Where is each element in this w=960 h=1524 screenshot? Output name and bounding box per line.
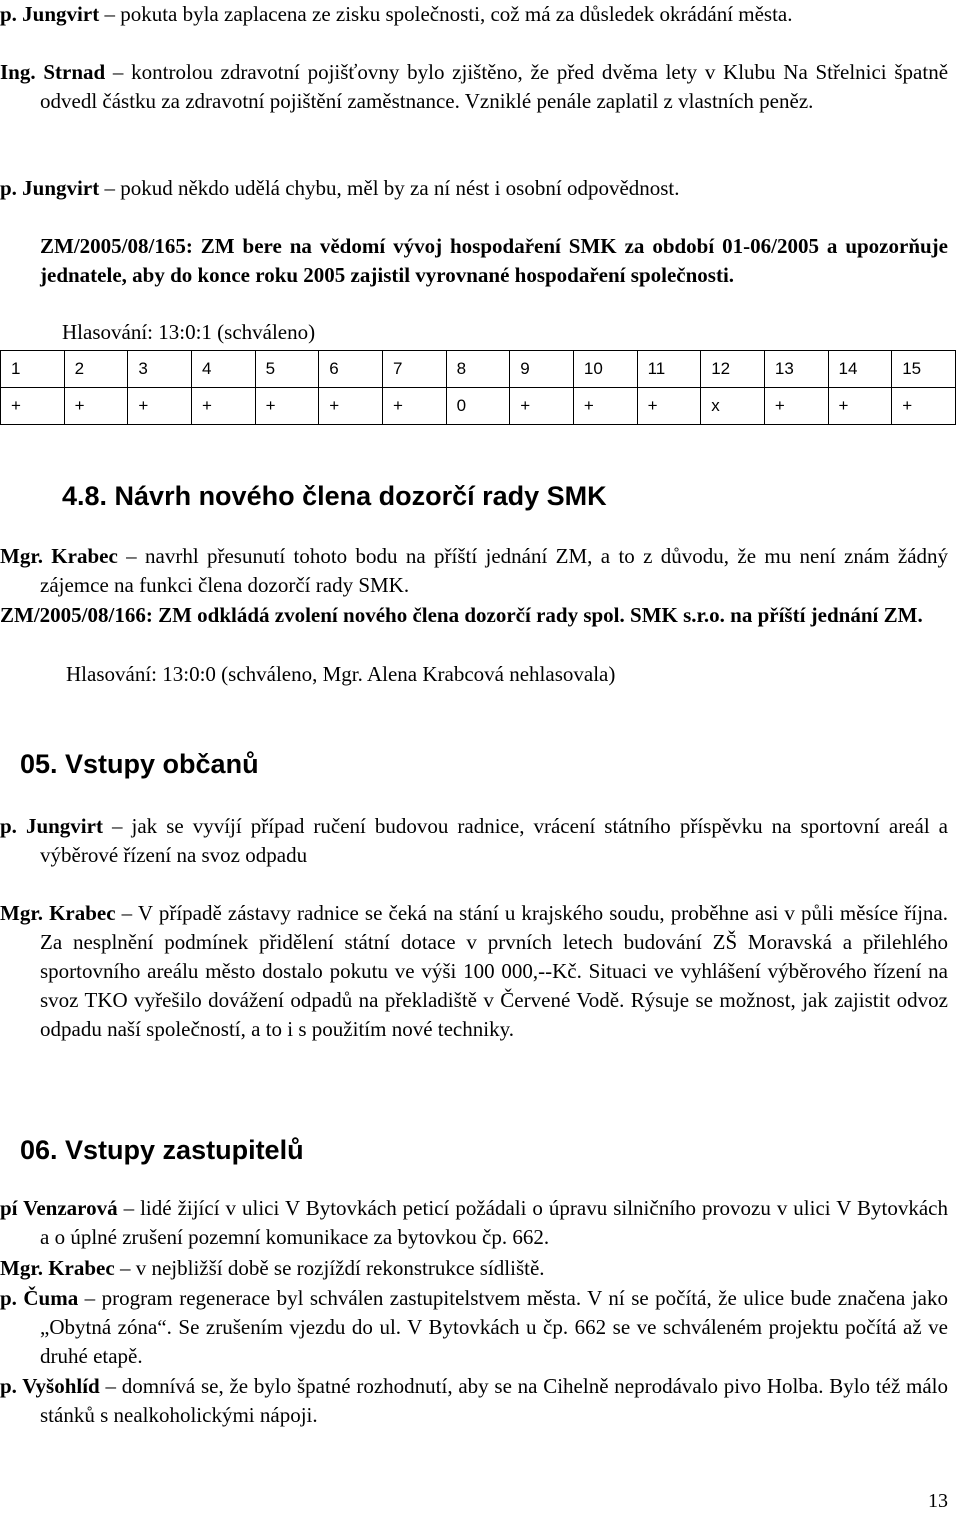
table-cell: 1: [1, 351, 65, 388]
speaker-name: pí Venzarová: [0, 1196, 118, 1220]
dash: –: [117, 544, 145, 568]
speaker-name: Ing. Strnad: [0, 60, 106, 84]
paragraph-krabec-3: [0, 1254, 948, 1283]
table-cell: 13: [764, 351, 828, 388]
paragraph-text: V případě zástavy radnice se čeká na stání u krajského soudu, proběhne asi v půli měsíce října. Za nesplnění podmínek přidělení státní dotace v prvních letech budování ZŠ Moravská a přilehlého sportovního areálu město dostalo pokutu ve výši 100 000,--Kč. Situaci ve vyhlášení výběrového řízení na svoz TKO vyřešilo dovážení odpadů na překladiště v Červené Vodě. Rýsuje se možnost, jak zajistit odvoz odpadu naší společností, a to i s použitím nové techniky.: [40, 901, 948, 1041]
dash: –: [115, 901, 138, 925]
paragraph-text: lidé žijící v ulici V Bytovkách peticí požádali o úpravu silničního provozu v ulici V Bytovkách a o úplné zrušení pozemní komunikace za bytovkou čp. 662.: [40, 1196, 948, 1249]
paragraph-text: jak se vyvíjí případ ručení budovou radnice, vrácení státního příspěvku na sportovní areál a výběrové řízení na svoz odpadu: [40, 814, 949, 867]
paragraph-strnad: [0, 58, 948, 116]
table-cell: +: [764, 388, 828, 425]
paragraph-vysohlid: [0, 1372, 948, 1430]
vote-table-votes-row: [1, 388, 956, 425]
table-cell: +: [892, 388, 956, 425]
table-cell: +: [255, 388, 319, 425]
dash: –: [105, 60, 132, 84]
paragraph-text: pokud někdo udělá chybu, měl by za ní nést i osobní odpovědnost.: [120, 176, 680, 200]
table-cell: 8: [446, 351, 510, 388]
dash: –: [99, 1374, 122, 1398]
table-cell: +: [828, 388, 892, 425]
table-cell: 11: [637, 351, 701, 388]
table-cell: 3: [128, 351, 192, 388]
resolution-165: ZM/2005/08/165: ZM bere na vědomí vývoj hospodaření SMK za období 01-06/2005 a upozorňuje jednatele, aby do konce roku 2005 zajistil vyrovnané hospodaření společnosti.: [40, 234, 948, 287]
paragraph-text: pokuta byla zaplacena ze zisku společnosti, což má za důsledek okrádání města.: [120, 2, 793, 26]
table-cell: 0: [446, 388, 510, 425]
paragraph-venzarova: [0, 1194, 948, 1252]
table-cell: 5: [255, 351, 319, 388]
page-number: 13: [928, 1490, 948, 1512]
dash: –: [99, 176, 121, 200]
dash: –: [102, 814, 132, 838]
dash: –: [99, 2, 121, 26]
resolution-166: ZM/2005/08/166: ZM odkládá zvolení nového člena dozorčí rady spol. SMK s.r.o. na příští jednání ZM.: [0, 603, 923, 627]
table-cell: +: [637, 388, 701, 425]
paragraph-cuma: [0, 1284, 948, 1371]
paragraph-text: v nejbližší době se rozjíždí rekonstrukce sídliště.: [135, 1256, 545, 1280]
table-cell: +: [64, 388, 128, 425]
table-cell: +: [191, 388, 255, 425]
table-cell: 12: [701, 351, 765, 388]
speaker-name: p. Jungvirt: [0, 814, 103, 838]
table-cell: 14: [828, 351, 892, 388]
table-cell: 7: [382, 351, 446, 388]
section-heading-05: 05. Vstupy občanů: [20, 749, 259, 779]
table-cell: +: [510, 388, 574, 425]
dash: –: [117, 1196, 141, 1220]
table-cell: 10: [573, 351, 637, 388]
dash: –: [78, 1286, 102, 1310]
paragraph-text: program regenerace byl schválen zastupitelstvem města. V ní se počítá, že ulice bude značena jako „Obytná zóna“. Se zrušením vjezdu do ul. V Bytovkách u čp. 662 se ve schváleném projektu počítá až ve druhé etapě.: [40, 1286, 948, 1368]
table-cell: x: [701, 388, 765, 425]
paragraph-krabec-1: [0, 542, 948, 600]
table-cell: 15: [892, 351, 956, 388]
table-cell: +: [128, 388, 192, 425]
section-heading-06: 06. Vstupy zastupitelů: [20, 1135, 304, 1165]
table-cell: 4: [191, 351, 255, 388]
paragraph-jungvirt-3: [0, 812, 948, 870]
vote-table-numbers-row: [1, 351, 956, 388]
table-cell: +: [573, 388, 637, 425]
speaker-name: Mgr. Krabec: [0, 544, 118, 568]
paragraph-jungvirt-1: [0, 0, 948, 29]
section-heading-4-8: 4.8. Návrh nového člena dozorčí rady SMK: [62, 481, 607, 511]
table-cell: +: [1, 388, 65, 425]
speaker-name: p. Čuma: [0, 1286, 79, 1310]
paragraph-text: navrhl přesunutí tohoto bodu na příští jednání ZM, a to z důvodu, že mu není znám žádný zájemce na funkci člena dozorčí rady SMK.: [40, 544, 949, 597]
table-cell: 2: [64, 351, 128, 388]
table-cell: 6: [319, 351, 383, 388]
dash: –: [114, 1256, 136, 1280]
vote-table: [0, 350, 956, 425]
speaker-name: p. Jungvirt: [0, 176, 100, 200]
paragraph-krabec-2: [0, 899, 948, 1044]
paragraph-text: domnívá se, že bylo špatné rozhodnutí, aby se na Cihelně neprodávalo pivo Holba. Bylo též málo stánků s nealkoholickými nápoji.: [40, 1374, 949, 1427]
vote-result-165: Hlasování: 13:0:1 (schváleno): [62, 320, 316, 344]
table-cell: +: [319, 388, 383, 425]
speaker-name: p. Vyšohlíd: [0, 1374, 100, 1398]
speaker-name: Mgr. Krabec: [0, 901, 116, 925]
vote-result-166: Hlasování: 13:0:0 (schváleno, Mgr. Alena Krabcová nehlasovala): [66, 662, 616, 686]
paragraph-text: kontrolou zdravotní pojišťovny bylo zjištěno, že před dvěma lety v Klubu Na Střelnici špatně odvedl částku za zdravotní pojištění zaměstnance. Vzniklé penále zaplatil z vlastních peněz.: [40, 60, 949, 113]
table-cell: 9: [510, 351, 574, 388]
speaker-name: Mgr. Krabec: [0, 1256, 115, 1280]
speaker-name: p. Jungvirt: [0, 2, 100, 26]
paragraph-jungvirt-2: [0, 174, 948, 203]
table-cell: +: [382, 388, 446, 425]
